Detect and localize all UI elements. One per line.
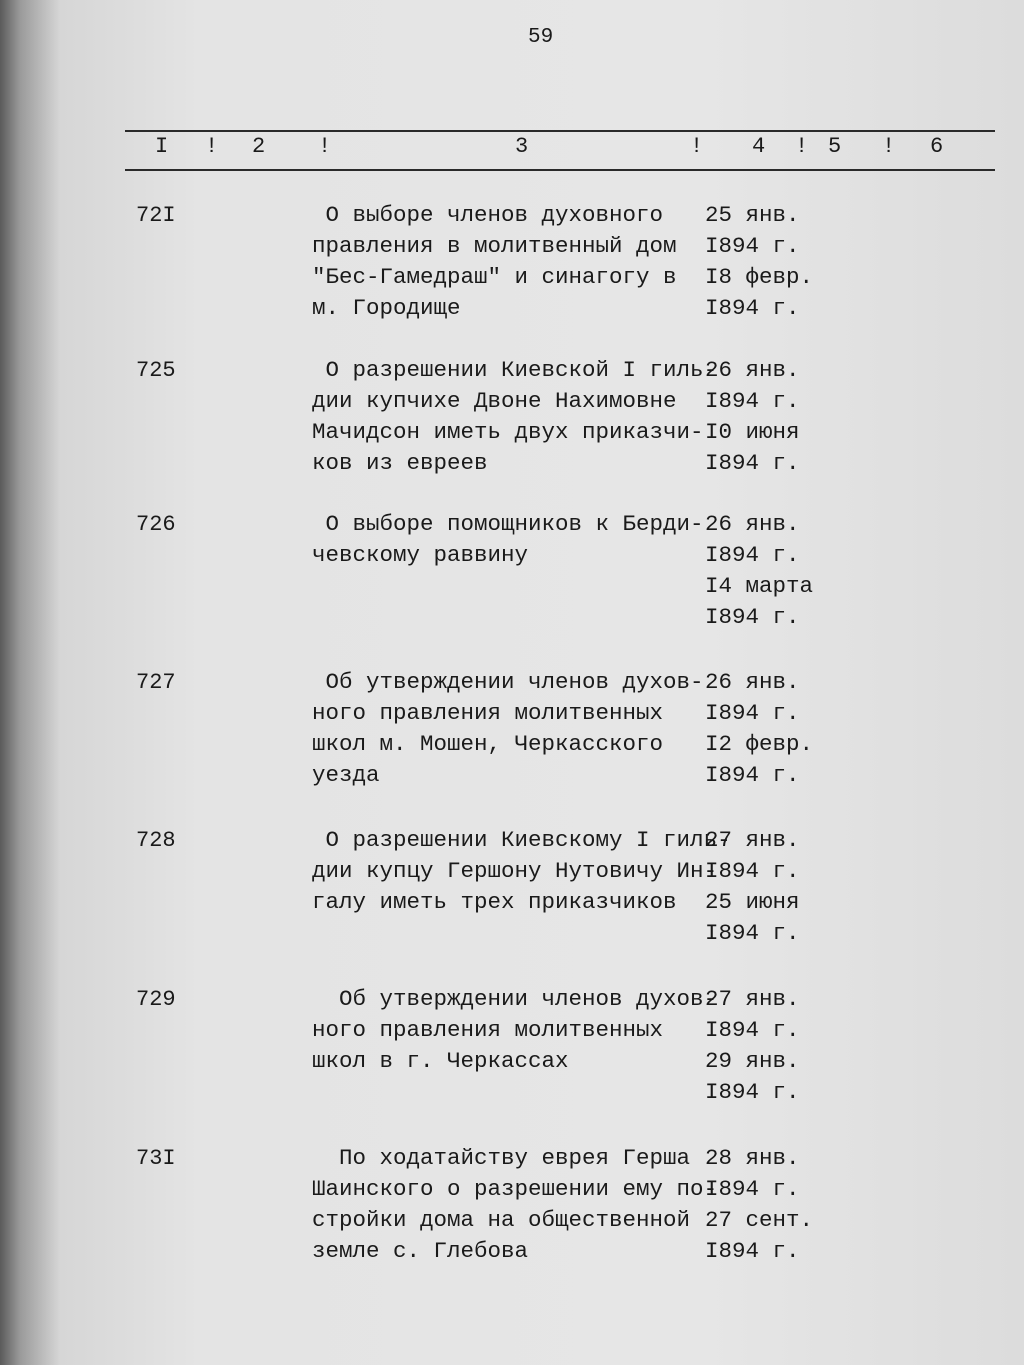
date-line: I8 февр. bbox=[705, 264, 814, 290]
description-line: ного правления молитвенных bbox=[312, 700, 664, 726]
entry-description bbox=[312, 509, 704, 571]
entry-dates bbox=[705, 509, 813, 633]
date-line: I894 г. bbox=[705, 1079, 800, 1105]
col-separator: ! bbox=[882, 134, 896, 159]
col-header-1: I bbox=[155, 134, 169, 159]
col-header-3: 3 bbox=[515, 134, 529, 159]
entry-dates bbox=[705, 984, 800, 1108]
description-line: Об утверждении членов духов- bbox=[312, 986, 718, 1012]
description-line: По ходатайству еврея Герша bbox=[312, 1145, 691, 1171]
description-line: стройки дома на общественной bbox=[312, 1207, 691, 1233]
header-top-rule bbox=[125, 130, 995, 132]
description-line: О разрешении Киевскому I гиль- bbox=[312, 827, 731, 853]
entry-description bbox=[312, 667, 704, 791]
col-header-6: 6 bbox=[930, 134, 944, 159]
date-line: 27 янв. bbox=[705, 827, 800, 853]
date-line: I894 г. bbox=[705, 542, 800, 568]
description-line: ков из евреев bbox=[312, 450, 488, 476]
date-line: I894 г. bbox=[705, 1238, 800, 1264]
entry-dates bbox=[705, 200, 813, 324]
col-separator: ! bbox=[205, 134, 219, 159]
description-line: земле с. Глебова bbox=[312, 1238, 529, 1264]
description-line: О выборе помощников к Берди- bbox=[312, 511, 704, 537]
date-line: 26 янв. bbox=[705, 669, 800, 695]
entry-number: 726 bbox=[136, 512, 176, 537]
entry-number: 72I bbox=[136, 203, 176, 228]
col-header-2: 2 bbox=[252, 134, 266, 159]
description-line: ного правления молитвенных bbox=[312, 1017, 664, 1043]
date-line: I894 г. bbox=[705, 920, 800, 946]
date-line: 27 янв. bbox=[705, 986, 800, 1012]
date-line: 26 янв. bbox=[705, 511, 800, 537]
description-line: дии купцу Гершону Нутовичу Ин- bbox=[312, 858, 718, 884]
description-line: галу иметь трех приказчиков bbox=[312, 889, 677, 915]
date-line: I894 г. bbox=[705, 604, 800, 630]
description-line: школ в г. Черкассах bbox=[312, 1048, 569, 1074]
entry-number: 728 bbox=[136, 828, 176, 853]
description-line: "Бес-Гамедраш" и синагогу в bbox=[312, 264, 677, 290]
date-line: I894 г. bbox=[705, 1017, 800, 1043]
date-line: I894 г. bbox=[705, 700, 800, 726]
entry-number: 73I bbox=[136, 1146, 176, 1171]
date-line: I894 г. bbox=[705, 762, 800, 788]
description-line: О выборе членов духовного bbox=[312, 202, 664, 228]
description-line: уезда bbox=[312, 762, 380, 788]
date-line: I0 июня bbox=[705, 419, 800, 445]
description-line: Об утверждении членов духов- bbox=[312, 669, 704, 695]
description-line: Шаинского о разрешении ему по- bbox=[312, 1176, 718, 1202]
entry-dates bbox=[705, 825, 800, 949]
date-line: I894 г. bbox=[705, 1176, 800, 1202]
header-bottom-rule bbox=[125, 169, 995, 171]
entry-number: 727 bbox=[136, 670, 176, 695]
description-line: Мачидсон иметь двух приказчи- bbox=[312, 419, 704, 445]
description-line: правления в молитвенный дом bbox=[312, 233, 677, 259]
date-line: I4 марта bbox=[705, 573, 814, 599]
col-header-5: 5 bbox=[828, 134, 842, 159]
date-line: 26 янв. bbox=[705, 357, 800, 383]
entry-number: 729 bbox=[136, 987, 176, 1012]
date-line: 28 янв. bbox=[705, 1145, 800, 1171]
date-line: I894 г. bbox=[705, 450, 800, 476]
description-line: О разрешении Киевской I гиль- bbox=[312, 357, 718, 383]
date-line: 25 июня bbox=[705, 889, 800, 915]
date-line: I894 г. bbox=[705, 388, 800, 414]
col-header-4: 4 bbox=[752, 134, 766, 159]
entry-description bbox=[312, 1143, 717, 1267]
col-separator: ! bbox=[690, 134, 704, 159]
description-line: м. Городище bbox=[312, 295, 461, 321]
date-line: 29 янв. bbox=[705, 1048, 800, 1074]
col-separator: ! bbox=[318, 134, 332, 159]
entry-description bbox=[312, 200, 677, 324]
col-separator: ! bbox=[795, 134, 809, 159]
entry-dates bbox=[705, 1143, 813, 1267]
date-line: I894 г. bbox=[705, 295, 800, 321]
date-line: I894 г. bbox=[705, 858, 800, 884]
entry-dates bbox=[705, 355, 800, 479]
page-number: 59 bbox=[528, 26, 554, 49]
description-line: дии купчихе Двоне Нахимовне bbox=[312, 388, 677, 414]
date-line: 27 сент. bbox=[705, 1207, 814, 1233]
description-line: школ м. Мошен, Черкасского bbox=[312, 731, 664, 757]
entry-dates bbox=[705, 667, 813, 791]
date-line: I2 февр. bbox=[705, 731, 814, 757]
description-line: чевскому раввину bbox=[312, 542, 529, 568]
date-line: I894 г. bbox=[705, 233, 800, 259]
entry-number: 725 bbox=[136, 358, 176, 383]
entry-description bbox=[312, 355, 717, 479]
entry-description bbox=[312, 984, 717, 1077]
entry-description bbox=[312, 825, 731, 918]
date-line: 25 янв. bbox=[705, 202, 800, 228]
